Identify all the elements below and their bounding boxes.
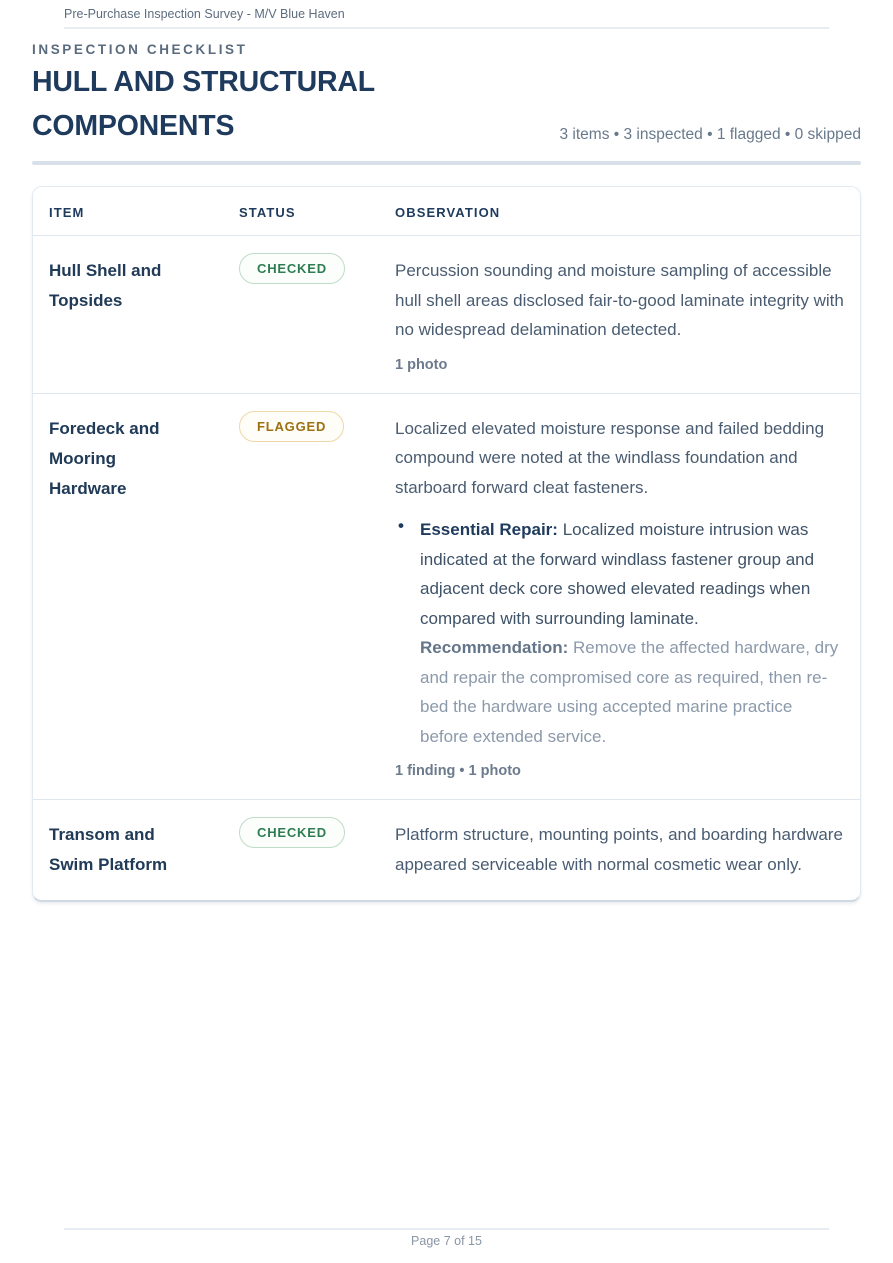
attachment-meta: 1 finding • 1 photo (395, 763, 521, 779)
checklist-header (33, 187, 860, 236)
document-title: Pre-Purchase Inspection Survey - M/V Blue Haven (64, 7, 345, 21)
item-name: Foredeck and Mooring Hardware (49, 418, 160, 498)
page-footer (64, 1228, 829, 1263)
observation-text: Localized elevated moisture response and failed bedding compound were noted at the windlass foundation and starboard forward cleat fasteners. (395, 418, 825, 497)
checklist-card (32, 186, 861, 902)
table-row (33, 800, 860, 901)
bullet-icon: • (398, 516, 404, 535)
section-title-row (32, 60, 861, 148)
observation-text: Platform structure, mounting points, and boarding hardware appeared serviceable with normal cosmetic wear only. (395, 825, 843, 874)
table-row (33, 236, 860, 394)
status-badge: CHECKED (239, 253, 345, 284)
observation-text: Percussion sounding and moisture sampling of accessible hull shell areas disclosed fair-to-good laminate integrity with no widespread delamination detected. (395, 261, 844, 339)
status-badge: CHECKED (239, 817, 345, 848)
section-divider (32, 161, 861, 165)
recommendation-label: Recommendation: (420, 638, 569, 657)
checklist-body (33, 236, 860, 901)
page-number: Page 7 of 15 (411, 1234, 482, 1248)
section-eyebrow: INSPECTION CHECKLIST (32, 42, 248, 57)
column-header-observation: OBSERVATION (379, 187, 860, 236)
finding-description: Localized moisture intrusion was indicated at the forward windlass fastener group and adjacent deck core showed elevated readings when compared with surrounding laminate. (420, 520, 815, 628)
item-name: Transom and Swim Platform (49, 825, 168, 874)
section-stats: 3 items • 3 inspected • 1 flagged • 0 skipped (559, 126, 861, 143)
finding-item (395, 515, 844, 751)
page-title: HULL AND STRUCTURAL COMPONENTS (32, 66, 375, 142)
status-badge: FLAGGED (239, 411, 344, 442)
finding-recommendation (420, 633, 844, 751)
column-header-item: ITEM (33, 187, 223, 236)
recommendation-text: Remove the affected hardware, dry and repair the compromised core as required, then re-bed the hardware using accepted marine practice before extended service. (420, 638, 839, 746)
finding-title: Essential Repair: (420, 520, 558, 539)
attachment-meta: 1 photo (395, 356, 448, 373)
document-header (64, 0, 829, 29)
item-name: Hull Shell and Topsides (49, 261, 162, 310)
checklist-table (33, 187, 860, 900)
section-content (32, 42, 861, 902)
table-row (33, 393, 860, 800)
finding-body (420, 515, 844, 751)
column-header-status: STATUS (223, 187, 379, 236)
